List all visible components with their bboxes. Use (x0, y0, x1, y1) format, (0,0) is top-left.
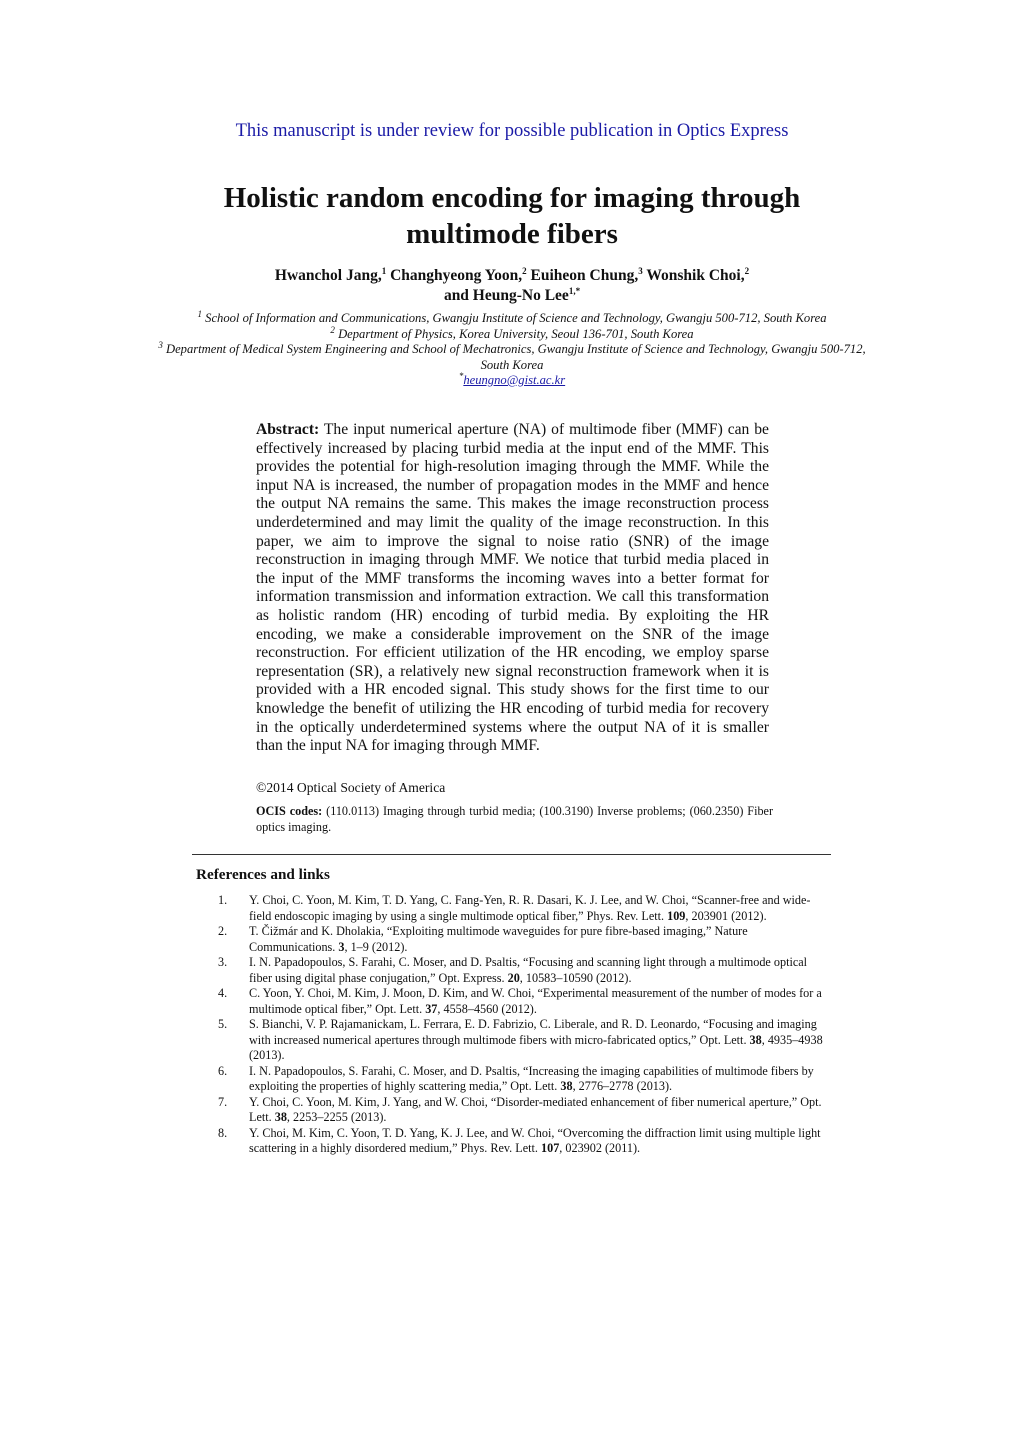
reference-item (218, 1017, 823, 1064)
reference-text: S. Bianchi, V. P. Rajamanickam, L. Ferrara, E. D. Fabrizio, C. Liberale, and R. D. Leonardo, “Focusing and imaging with increased numerical apertures through multimode fibers with micro-fabricated optics,” Opt. Lett. 38, 4935–4938 (2013). (249, 1017, 823, 1062)
reference-text: Y. Choi, C. Yoon, M. Kim, J. Yang, and W. Choi, “Disorder-mediated enhancement of fiber numerical aperture,” Opt. Lett. 38, 2253–2255 (2013). (249, 1094, 822, 1124)
reference-number: 8. (218, 1125, 228, 1140)
author-name: Wonshik Choi, (646, 267, 745, 284)
author-list (150, 266, 874, 306)
affiliation-3 (150, 339, 874, 373)
section-divider (192, 854, 831, 855)
reference-text: C. Yoon, Y. Choi, M. Kim, J. Moon, D. Kim, and W. Choi, “Experimental measurement of the number of modes for a multimode optical fiber,” Opt. Lett. 37, 4558–4560 (2012). (249, 986, 822, 1016)
reference-text: I. N. Papadopoulos, S. Farahi, C. Moser, and D. Psaltis, “Increasing the imaging capabilities of multimode fibers by exploiting the properties of highly scattering media,” Opt. Lett. 38, 2776–2778 (2013). (249, 1063, 814, 1093)
abstract-text: The input numerical aperture (NA) of multimode fiber (MMF) can be effectively increased by placing turbid media at the input end of the MMF. This provides the potential for high-resolution imaging through the MMF. While the input NA is increased, the number of propagation modes in the MMF and hence the output NA remains the same. This makes the image reconstruction process underdetermined and may limit the quality of the image reconstruction. In this paper, we aim to improve the signal to noise ratio (SNR) of the image reconstruction in imaging through MMF. We notice that turbid media placed in the input of the MMF transforms the incoming waves into a better format for information transmission and information extraction. We call this transformation as holistic random (HR) encoding of turbid media. By exploiting the HR encoding, we make a considerable improvement on the SNR of the image reconstruction. For efficient utilization of the HR encoding, we employ sparse representation (SR), a relatively new signal reconstruction framework when it is provided with a HR encoded signal. This study shows for the first time to our knowledge the benefit of utilizing the HR encoding of turbid media for recovery in the optically underdetermined systems where the output NA of it is smaller than the input NA for imaging through MMF. (256, 421, 769, 755)
abstract-label: Abstract: (256, 421, 320, 438)
author-affil-mark: 1 (381, 265, 387, 276)
affiliations (150, 308, 874, 389)
reference-text: I. N. Papadopoulos, S. Farahi, C. Moser, and D. Psaltis, “Focusing and scanning light through a multimode optical fiber using digital phase conjugation,” Opt. Express. 20, 10583–10590 (2012). (249, 955, 808, 985)
author-affil-mark: 3 (638, 265, 643, 276)
reference-item (218, 924, 823, 955)
reference-item (218, 955, 823, 986)
affil-text: Department of Medical System Engineering and School of Mechatronics, Gwangju Institute of Science and Technology, Gwangju 500-712, South Korea (165, 342, 866, 372)
title-line-2: multimode fibers (406, 218, 618, 250)
affil-mark: 1 (197, 308, 202, 319)
reference-text: Y. Choi, C. Yoon, M. Kim, T. D. Yang, C. Fang-Yen, R. R. Dasari, K. J. Lee, and W. Choi, “Scanner-free and wide-field endoscopic imaging by using a single multimode optical fiber,” Phys. Rev. Lett. 109, 203901 (2012). (249, 893, 811, 923)
affil-mark: * (458, 370, 464, 381)
ocis-codes (256, 803, 773, 835)
affil-text: Department of Physics, Korea University, Seoul 136-701, South Korea (338, 326, 694, 341)
paper-title (150, 180, 874, 252)
author-name: Euiheon Chung, (530, 267, 639, 284)
author-affil-mark: 2 (522, 265, 527, 276)
title-line-1: Holistic random encoding for imaging through (223, 182, 801, 214)
reference-number: 7. (218, 1094, 228, 1109)
abstract (256, 421, 769, 756)
affil-mark: 3 (158, 339, 163, 350)
email-link[interactable]: heungno@gist.ac.kr (463, 373, 566, 387)
ocis-text: (110.0113) Imaging through turbid media; (100.3190) Inverse problems; (060.2350) Fiber optics imaging. (256, 804, 774, 834)
reference-number: 4. (218, 986, 228, 1000)
affil-text: School of Information and Communications, Gwangju Institute of Science and Technology, Gwangju 500-712, South Korea (205, 311, 827, 325)
review-notice: This manuscript is under review for possible publication in Optics Express (235, 121, 789, 141)
ocis-label: OCIS codes: (256, 804, 323, 818)
reference-list (218, 893, 823, 1157)
corresponding-email (150, 370, 874, 389)
reference-number: 1. (218, 893, 228, 907)
copyright-notice: ©2014 Optical Society of America (256, 780, 446, 795)
affiliation-1 (150, 308, 874, 327)
author-name: and Heung-No Lee (443, 287, 569, 304)
affil-mark: 2 (330, 324, 335, 335)
reference-item (218, 1095, 823, 1126)
reference-item (218, 986, 823, 1017)
reference-item (218, 1064, 823, 1095)
reference-item (218, 1126, 823, 1157)
affiliation-2 (150, 324, 874, 343)
reference-item (218, 893, 823, 924)
author-affil-mark: 2 (744, 265, 750, 276)
reference-number: 6. (218, 1063, 228, 1078)
reference-text: T. Čižmár and K. Dholakia, “Exploiting multimode waveguides for pure fibre-based imaging,” Nature Communications. 3, 1–9 (2012). (249, 924, 748, 954)
reference-number: 3. (218, 955, 228, 969)
references-heading: References and links (196, 866, 330, 883)
author-affil-mark: 1,* (568, 285, 581, 296)
reference-text: Y. Choi, M. Kim, C. Yoon, T. D. Yang, K. J. Lee, and W. Choi, “Overcoming the diffraction limit using multiple light scattering in a highly disordered medium,” Phys. Rev. Lett. 107, 023902 (2011). (249, 1125, 821, 1155)
author-name: Hwanchol Jang, (274, 267, 382, 284)
author-name: Changhyeong Yoon, (390, 267, 523, 284)
reference-number: 2. (218, 924, 228, 938)
reference-number: 5. (218, 1017, 228, 1031)
